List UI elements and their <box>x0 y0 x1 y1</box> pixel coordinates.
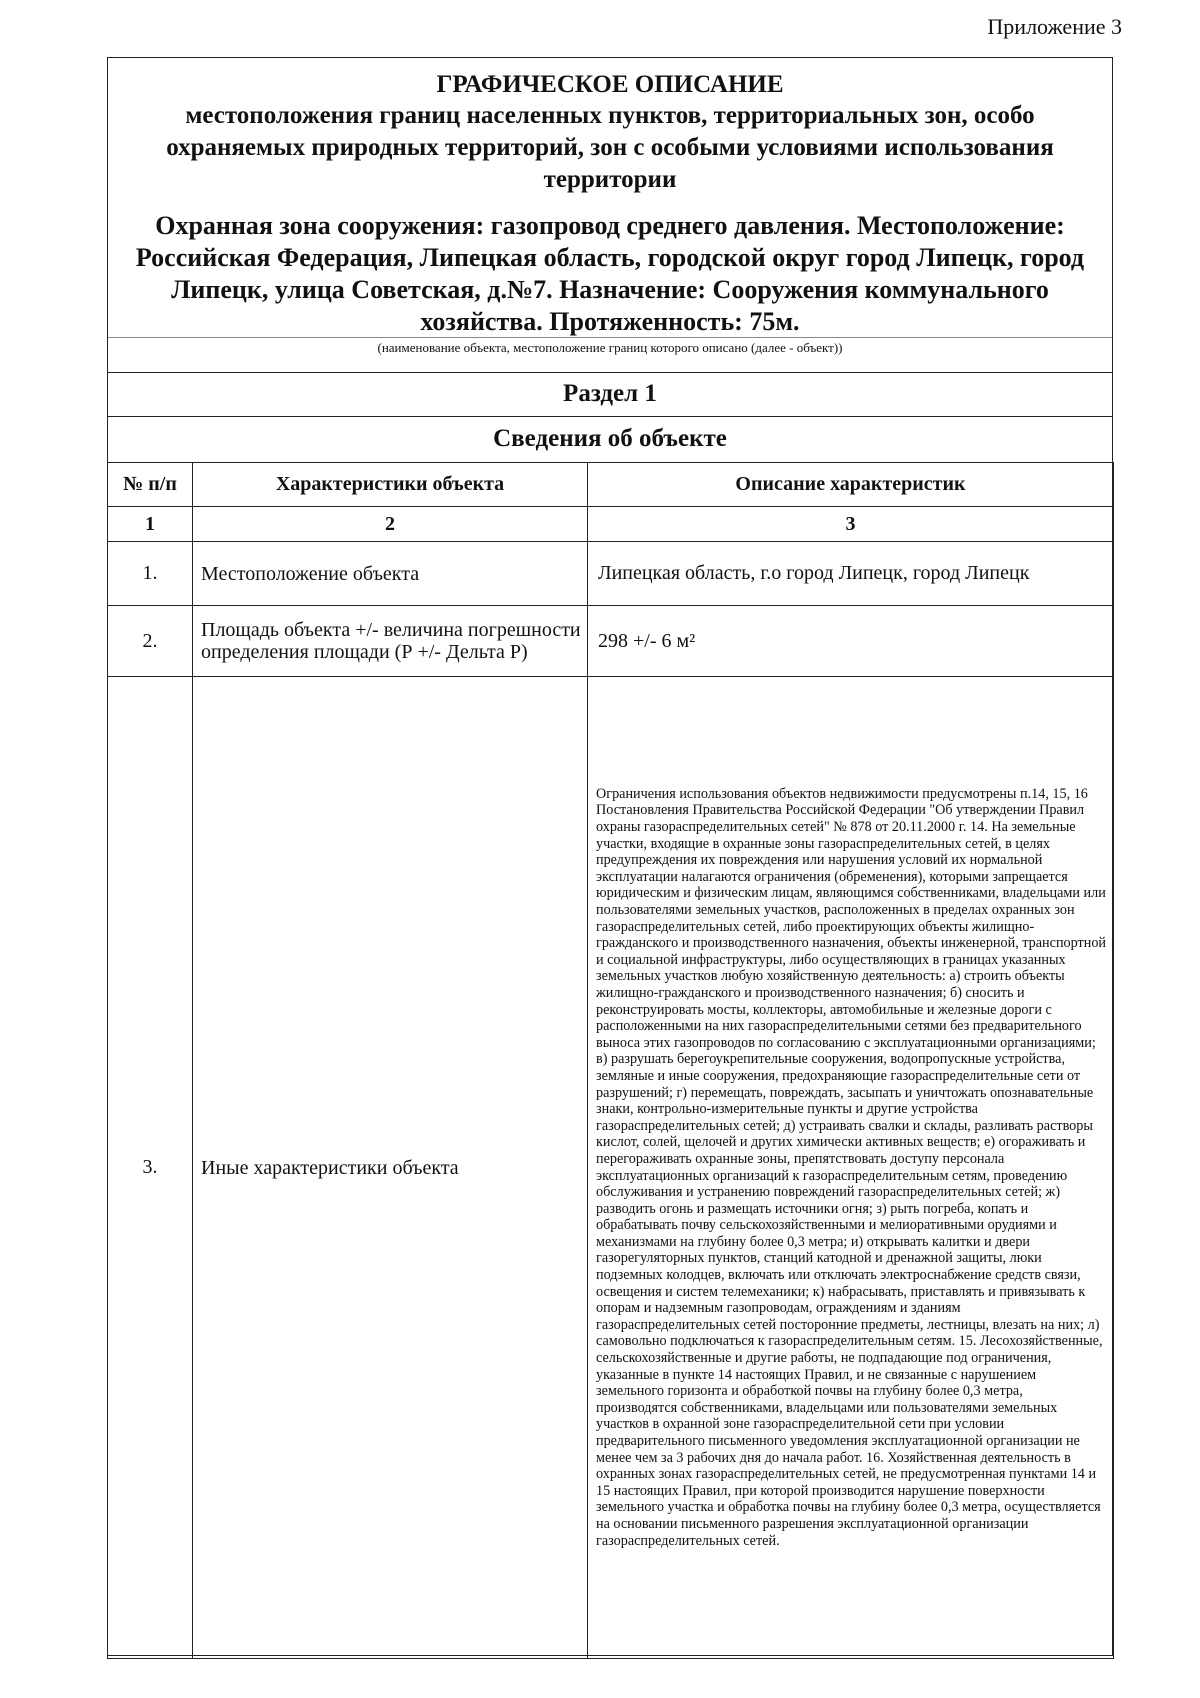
table-row <box>108 677 1114 1659</box>
table-row <box>108 542 1114 606</box>
header-characteristic: Характеристики объекта <box>193 463 588 507</box>
column-number-row <box>108 507 1114 542</box>
document-title: ГРАФИЧЕСКОЕ ОПИСАНИЕ <box>436 71 784 98</box>
row-description-cell <box>588 677 1114 1659</box>
name-underline <box>108 337 1112 338</box>
appendix-label: Приложение 3 <box>987 14 1122 39</box>
object-info-table <box>107 462 1114 1659</box>
section-title: Раздел 1 <box>108 372 1112 417</box>
row-number: 2. <box>108 606 193 677</box>
document-header <box>108 58 1112 337</box>
column-number: 3 <box>588 507 1114 542</box>
row-characteristic: Местоположение объекта <box>193 542 588 606</box>
section-subtitle: Сведения об объекте <box>108 416 1112 463</box>
row-number: 3. <box>108 677 193 1659</box>
row-description: Липецкая область, г.о город Липецк, город Липецк <box>588 542 1114 606</box>
column-number: 2 <box>193 507 588 542</box>
document-subtitle: местоположения границ населенных пунктов, территориальных зон, особо охраняемых природных территорий, зон с особыми условиями использования территории <box>166 102 1054 193</box>
table-row <box>108 606 1114 677</box>
row-characteristic: Иные характеристики объекта <box>193 677 588 1659</box>
header-description: Описание характеристик <box>588 463 1114 507</box>
document-frame <box>107 57 1113 1656</box>
column-number: 1 <box>108 507 193 542</box>
object-name: Охранная зона сооружения: газопровод среднего давления. Местоположение: Российская Федерация, Липецкая область, городской округ город Липецк, город Липецк, улица Советская, д.№7. Назначение: Сооружения коммунального хозяйства. Протяженность: 75м. <box>135 211 1085 336</box>
table-header-row <box>108 463 1114 507</box>
restrictions-text: Ограничения использования объектов недвижимости предусмотрены п.14, 15, 16 Постановления Правительства Российской Федерации "Об утверждении Правил охраны газораспределительных сетей" № 878 от 20.11.2000 г. 14. На земельные участки, входящие в охранные зоны газораспределительных сетей, в целях предупреждения их повреждения или нарушения условий их нормальной эксплуатации налагаются ограничения (обременения), которыми запрещается юридическим и физическим лицам, являющимся собственниками, владельцами или пользователями земельных участков, расположенных в пределах охранных зон газораспределительных сетей, либо проектирующих объекты жилищно-гражданского и производственного назначения, объекты инженерной, транспортной и социальной инфраструктуры, либо осуществляющих в границах указанных земельных участков любую хозяйственную деятельность: а) строить объекты жилищно-гражданского и производственного назначения; б) сносить и реконструировать мосты, коллекторы, автомобильные и железные дороги с расположенными на них газораспределительными сетями без предварительного выноса этих газопроводов по согласованию с эксплуатационными организациями; в) разрушать берегоукрепительные сооружения, водопропускные устройства, земляные и иные сооружения, предохраняющие газораспределительные сети от разрушений; г) перемещать, повреждать, засыпать и уничтожать опознавательные знаки, контрольно-измерительные пункты и другие устройства газораспределительных сетей; д) устраивать свалки и склады, разливать растворы кислот, солей, щелочей и других химически активных веществ; е) огораживать и перегораживать охранные зоны, препятствовать доступу персонала эксплуатационных организаций к газораспределительным сетям, проведению обслуживания и устранению повреждений газораспределительных сетей; ж) разводить огонь и размещать источники огня; з) рыть погреба, копать и обрабатывать почву сельскохозяйственными и мелиоративными орудиями и механизмами на глубину более 0,3 метра; и) открывать калитки и двери газорегуляторных пунктов, станций катодной и дренажной защиты, люки подземных колодцев, включать или отключать электроснабжение средств связи, освещения и систем телемеханики; к) набрасывать, приставлять и привязывать к опорам и надземным газопроводам, ограждениям и зданиям газораспределительных сетей посторонние предметы, лестницы, влезать на них; л) самовольно подключаться к газораспределительным сетям. 15. Лесохозяйственные, сельскохозяйственные и другие работы, не подпадающие под ограничения, указанные в пункте 14 настоящих Правил, и не связанные с нарушением земельного горизонта и обработкой почвы на глубину более 0,3 метра, производятся собственниками, владельцами или пользователями земельных участков в охранной зоне газораспределительной сети при условии предварительного письменного уведомления эксплуатационной организации не менее чем за 3 рабочих дня до начала работ. 16. Хозяйственная деятельность в охранных зонах газораспределительных сетей, не предусмотренная пунктами 14 и 15 настоящих Правил, при которой производится нарушение поверхности земельного участка и обработка почвы на глубину более 0,3 метра, осуществляется на основании письменного разрешения эксплуатационной организации газораспределительных сетей. <box>596 785 1107 1549</box>
object-caption: (наименование объекта, местоположение границ которого описано (далее - объект)) <box>377 340 843 355</box>
row-characteristic: Площадь объекта +/- величина погрешности определения площади (Р +/- Дельта Р) <box>193 606 588 677</box>
row-number: 1. <box>108 542 193 606</box>
row-description: 298 +/- 6 м² <box>588 606 1114 677</box>
header-num: № п/п <box>108 463 193 507</box>
